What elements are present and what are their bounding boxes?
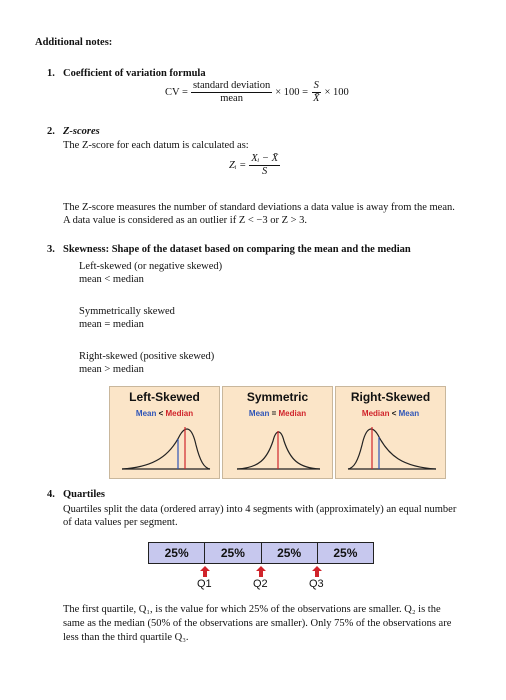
zscore-paragraph-1: The Z-score measures the number of standard deviations a data value is away from the mean.: [63, 202, 455, 213]
cv-formula: [165, 80, 349, 105]
quartile-paragraph-1: Quartiles split the data (ordered array) into 4 segments with (approximately) an equal number: [63, 504, 457, 515]
right-skew-relation: mean > median: [79, 364, 144, 375]
heading: Additional notes:: [35, 37, 113, 48]
panel-operator: <: [391, 409, 397, 418]
quartile-footer-1: The first quartile, Q₁, is the value for which 25% of the observations are smaller. Q₂ is the: [63, 604, 441, 615]
section-2-number: 2.: [47, 126, 55, 137]
quartile-bar: [148, 542, 374, 564]
left-skew-relation: mean < median: [79, 274, 144, 285]
panel-operator: =: [271, 409, 277, 418]
zscore-paragraph-2: A data value is considered as an outlier if Z < −3 or Z > 3.: [63, 215, 308, 226]
section-4-title: Quartiles: [63, 489, 105, 500]
symmetric-label: Symmetrically skewed: [79, 306, 175, 317]
panel-relation: [110, 409, 219, 418]
quartile-segment: 25%: [262, 543, 318, 563]
cv-short-denominator: X̄: [313, 93, 320, 104]
section-1-number: 1.: [47, 68, 55, 79]
quartile-footer-3: less than the third quartile Q₃.: [63, 632, 189, 643]
zscore-lhs: Zᵢ =: [229, 160, 247, 171]
zscore-numerator: Xᵢ − X̄: [251, 153, 279, 164]
panel-operator: <: [158, 409, 164, 418]
q3-arrow-icon: [311, 566, 323, 577]
q2-arrow-icon: [255, 566, 267, 577]
zscore-fraction: [249, 153, 280, 178]
q3-label: Q3: [309, 578, 324, 590]
quartile-footer-2: same as the median (50% of the observations are smaller). Only 75% of the observations are: [63, 618, 452, 629]
right-skew-label: Right-skewed (positive skewed): [79, 351, 215, 362]
panel-title: Left-Skewed: [129, 390, 200, 404]
panel-mean-label: Mean: [135, 409, 157, 418]
cv-numerator: standard deviation: [192, 80, 271, 91]
panel-title: Symmetric: [246, 390, 309, 404]
cv-times100-a: × 100 =: [275, 87, 309, 98]
panel-median-label: Median: [361, 409, 390, 418]
panel-mean-label: Mean: [248, 409, 270, 418]
panel-median-label: Median: [278, 409, 307, 418]
zscore-formula: [229, 153, 280, 178]
q1-label: Q1: [197, 578, 212, 590]
cv-short-fraction: [311, 80, 321, 105]
left-skew-curve: [110, 421, 221, 478]
section-3-title: Skewness: Shape of the dataset based on comparing the mean and the median: [63, 244, 411, 255]
left-skew-label: Left-skewed (or negative skewed): [79, 261, 223, 272]
zscore-denominator: S: [262, 166, 268, 177]
panel-title: Right-Skewed: [350, 390, 431, 404]
cv-label: CV =: [165, 87, 188, 98]
zscore-intro: The Z-score for each datum is calculated as:: [63, 140, 249, 151]
cv-times100-b: × 100: [324, 87, 349, 98]
panel-median-label: Median: [165, 409, 194, 418]
q1-arrow-icon: [199, 566, 211, 577]
right-skewed-panel: [335, 386, 446, 479]
symmetric-panel: [222, 386, 333, 479]
section-2-title: Z-scores: [63, 126, 100, 137]
section-3-number: 3.: [47, 244, 55, 255]
panel-relation: [223, 409, 332, 418]
left-skewed-panel: [109, 386, 220, 479]
panel-relation: [336, 409, 445, 418]
cv-denominator: mean: [220, 93, 243, 104]
section-1-title: Coefficient of variation formula: [63, 68, 206, 79]
panel-mean-label: Mean: [398, 409, 420, 418]
symmetric-curve: [223, 421, 334, 478]
quartile-paragraph-2: of data values per segment.: [63, 517, 178, 528]
q2-label: Q2: [253, 578, 268, 590]
section-4-number: 4.: [47, 489, 55, 500]
right-skew-curve: [336, 421, 447, 478]
symmetric-relation: mean = median: [79, 319, 144, 330]
quartile-segment: 25%: [149, 543, 205, 563]
quartile-segment: 25%: [205, 543, 261, 563]
quartile-segment: 25%: [333, 546, 358, 560]
cv-fraction: [191, 80, 272, 105]
cv-short-numerator: S: [313, 80, 319, 91]
